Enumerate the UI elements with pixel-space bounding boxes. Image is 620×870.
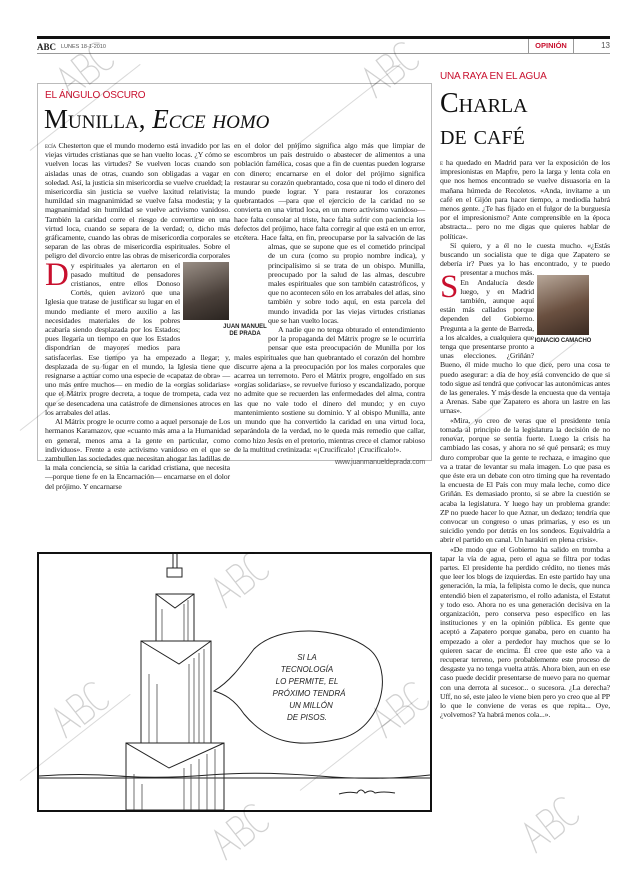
author-photo-block — [534, 273, 610, 357]
author-photo — [183, 262, 229, 320]
article-title — [44, 104, 269, 134]
author-photo — [537, 275, 589, 335]
page-header — [37, 39, 610, 54]
lead-in: ecía — [45, 141, 57, 150]
speech-line: SI LA — [297, 653, 317, 662]
column-title — [440, 88, 528, 152]
paragraph: «De modo que el Gobierno ha salido en tromba a tapar la vía de agua, pero el agua se filtra por todas partes. El presidente ha perdido crédito, no tienes más que leer los blogs de izquierdas. En este partido hay una generación, la mía, la felipista como le decís, que nunca entendió bien el zapaterismo, el rollo adanista, el Estatut y todo eso. Ahora no es una generación decisiva en la organización, pero conserva peso específico en las instituciones y en la opinión pública. Es gente que aceptó a Zapatero porque ganaba, pero en cuanto ha empezado a oler a perdedor hay muchos que se lo quieren sacar de encima. Él cree que este año va a recuperar terreno, pero probablemente este proceso de desgaste ya no tenga vuelta atrás. Ahora bien, aun en ese caso puede decidir presentarse de nuevo para no quemar con una derrota al sucesor... o sucesora. ¿La derecha? Uff, no sé, este jaleo le viene bien pero yo creo que al PP lo que le conviene de veras es que repita... Oye, ¿volvemos? Ya habrá menos cola...». — [440, 544, 610, 720]
tower-tier-2 — [141, 641, 211, 743]
speech-line: PRÓXIMO TENDRÁ — [272, 689, 346, 698]
paragraph: Al Mátrix progre le ocurre como a aquel personaje de Los hermanos Karamazov, que «cuanto más ama a la Humanidad en general, menos ama a la gente en particular, como individuos». Frente a este activismo vanidoso en el que se zambullen las sociedades que necesitan ahogar las ladillas de la mala conciencia, se sitúa la caridad cristiana, que necesita —porque tiene fe en la Encarnación— encarnarse en el dolor del prójimo. Y encarnarse — [45, 417, 230, 491]
author-photo-block — [183, 262, 267, 337]
author-website[interactable]: www.juanmanueldeprada.com — [334, 458, 425, 466]
speech-line: TECNOLOGÍA — [280, 665, 334, 674]
newspaper-brand: ABC — [37, 42, 57, 52]
paragraph — [440, 158, 610, 305]
artist-signature — [339, 790, 395, 794]
paragraph: Sí quiero, y a él no le cuesta mucho. «¿Estás buscando un socialista que te diga que Zapatero se debería ir? Pues ya lo has encontrado, y te puedo presentar a muchos más. En Andalucía desde luego, y en Madrid también, aunque aquí están más callados porque dependen del Gobierno. Pregunta a la gente de Barreda, a los alcaldes, a cualquiera que tenga que presentarse pronto a unas elecciones. ¿Griñán? Bueno, él mide mucho lo que dice, pero una cosa te puedo asegurar: a día de hoy está convencido de que si todo sigue así tendrá que convocar las autonómicas antes de las generales. Y más desde la encuesta que da ventaja a Arenas. Sabe que Zapatero es ahora un lastre en las urnas». — [440, 240, 610, 416]
speech-line: UN MILLÓN — [289, 701, 333, 710]
drop-cap: D — [45, 257, 69, 293]
issue-date: LUNES 18-1-2010 — [61, 44, 106, 50]
speech-bubble — [214, 631, 382, 743]
title-main: Munilla, — [44, 104, 146, 134]
speech-line: DE PISOS. — [286, 713, 328, 722]
paragraph: en el dolor del prójimo significa algo más que limpiar de escombros un país destruido o abastecer de alimentos a una población famélica, cosas que a fin de cuentas pueden lograrse con dinero; encarnarse en el dolor del prójimo significa restaurar su corazón quebrantado, cosa que ni todo el dinero del mundo puede lograr. Y para restaurar los corazones quebrantados —para que el ejercicio de la caridad no se convierta en una virtud loca, en un mero activismo vanidoso— hace falta consolar al triste, hace falta sufrir con paciencia los defectos del prójimo, hace falta corregir al que está en un error, etcétera. Hace falta, en fin, preocuparse por la salvación de las almas, que se supone que es el cometido principal de un cura (como su propio nombre indica), y principalísimo si se trata de un obispo. Munilla, preocupado por la salud de las almas, descubre males espirituales que son también catastróficos, y que no acontecen sólo en los arrabales del atlas, sino también y sobre todo aquí, en esta parcela del mundo invadida por las viejas virtudes cristianas que se han vuelto locas. — [234, 141, 425, 325]
paragraph: «Mira, yo creo de veras que el presidente tenía tomada al principio de la legislatura la decisión de no renovar, porque se sentía fuerte. Luego la crisis ha cambiado las cosas, y ahora no sé qué pensará; es muy duro comprobar que la gente te rechaza, e imagino que va a tratar de levantar su mala imagen. Lo que pasa es que éste era un debate con otro timing que ha reventado la encuesta de El País con muy mala leche, como dice Griñán. Es demasiado pronto, si se abre la cuestión se acaba la legislatura. Y luego hay un problema grande: ZP no puede hacer lo que Aznar, un dedazo; tendría que convocar un congreso o unas primarias, y eso es un suicidio yendo por detrás en los sondeos. Equivaldría a abrir el partido en canal. Un harakiri en plena crisis». — [440, 415, 610, 545]
lead-in: e — [440, 158, 443, 167]
paragraph-text: Chesterton que el mundo moderno está invadido por las viejas virtudes cristianas que se han vuelto locas. ¿Y cómo se vuelven locas las virtudes? Se vuelven locas cuando son aisladas unas de otras, cuando son obligadas a vagar en soledad. Así, la justicia sin misericordia se vuelve crueldad; la misericordia sin justicia se vuelve laxitud relativista; la humildad sin magnanimidad se vuelve falsa modestia; y la magnanimidad sin humildad se vuelve activismo vanidoso. También la caridad corre el riesgo de convertirse en una virtud loca, cuando se separa de la verdad; o, dicho más gráficamente, cuando las obras de misericordia corporales se separan de las obras de misericordia espirituales. Sobre el peligro del divorcio entre las obras de misericordia corporales y espirituales ya alertaron en el pasado multitud de pensadores cristianos, entre ellos Donoso Cortés, quien avizoró que una Iglesia que tratase de justificar su lugar en el mundo mediante el mero auxilio a las necesidades materiales de los pobres acabaría siendo desplazada por los Estados; pues llegaría un tiempo en que los Estados dispondrían de mayores medios para satisfacerlas. Ese tiempo ya ha empezado a llegar; y, desplazada de su lugar en el mundo, la Iglesia tiene que resignarse a actuar como una especie de «capataz de obra» —uno más entre muchos— en medio de la «orgías solidarias» que el Mátrix progre decreta, a toque de trompeta, cada vez que se desencadena una catástrofe de dimensiones atroces en los arrabales del atlas. — [45, 141, 230, 417]
author-caption: JUAN MANUEL DE PRADA — [223, 324, 267, 337]
author-caption: IGNACIO CAMACHO — [534, 338, 592, 344]
section-label: OPINIÓN — [528, 39, 574, 53]
title-line: Charla — [440, 88, 528, 119]
drop-cap: S — [440, 269, 459, 305]
title-italic: Ecce homo — [152, 104, 270, 134]
column-body — [440, 158, 610, 838]
paragraph: A nadie que no tenga obturado el entendimiento por la propaganda del Mátrix progre se le ocurriría pensar que esta preocupación de Munilla por los males espirituales que han quebrantado el corazón del hombre discurre ajena a la preocupación por los males corporales que acarrea un terremoto. Pero el Mátrix progre, engolfado en sus «orgías solidarias», se revuelve furioso y escandalizado, porque no admite que se recuerden las enfermedades del alma, contra las que no vale todo el dinero del mundo; y en cuyo mantenimiento sostiene su dominio. Y al obispo Munilla, ante un mundo que ha convertido la caridad en una virtud loca, separándola de la verdad, no le queda más remedio que callar, como hizo Jesús en el pretorio, mientras crece el clamor rabioso de la multitud cretinizada: «¡Crucifícalo! ¡Crucifícalo!». — [234, 325, 425, 454]
article-kicker: EL ÁNGULO OSCURO — [45, 90, 146, 101]
paragraph-text: ha quedado en Madrid para ver la exposición de los impresionistas en Mapfre, pero la larga y lenta cola en que nos hemos encontrado se vuelve disuasoria en la mañana húmeda de Recoletos. «Anda, invítame a un café en el Gijón para hacer tiempo, a mediodía habrá menos gente. ¿Te has fijado en el fulgor de la burguesía por el impresionismo? Ante comprensible en la época abstracta... pero no me digas que quieres hablar de política». — [440, 158, 610, 241]
page-number: 13 — [601, 41, 610, 50]
column-kicker: UNA RAYA EN EL AGUA — [440, 71, 547, 82]
cartoon-drawing — [39, 554, 430, 810]
cartoon — [37, 552, 432, 812]
title-line: de café — [440, 120, 525, 151]
tower-top-block — [167, 568, 182, 577]
speech-line: LO PERMITE, EL — [275, 677, 339, 686]
